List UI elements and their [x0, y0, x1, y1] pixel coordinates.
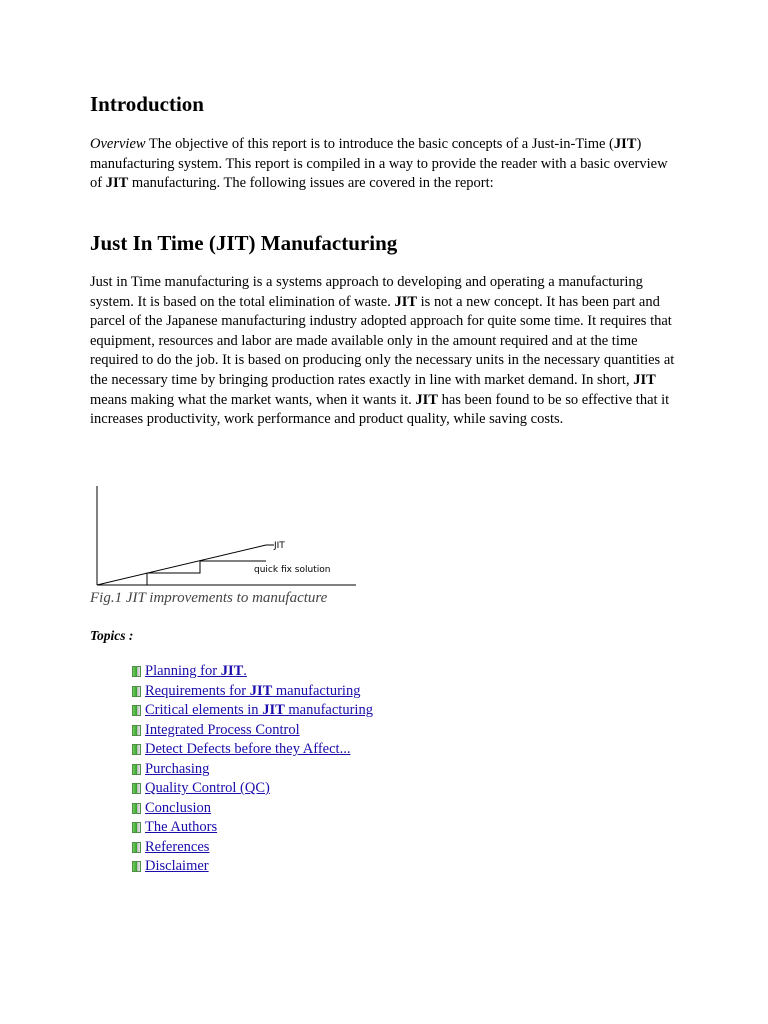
topic-item [132, 682, 373, 702]
intro-text-3: manufacturing. The following issues are covered in the report: [128, 175, 494, 192]
quick-fix-line-label: quick fix solution [254, 565, 331, 575]
topic-link-text: Requirements for [145, 682, 250, 699]
topic-item [132, 779, 373, 799]
topic-link-bold: JIT [249, 682, 273, 699]
jit-section-heading: Just In Time (JIT) Manufacturing [90, 231, 398, 255]
topic-link-text: Planning for [145, 663, 221, 679]
topic-link-text: Disclaimer [145, 858, 209, 874]
topic-link-suffix: manufacturing [284, 702, 373, 718]
topic-item [132, 740, 373, 760]
figure-drawing [90, 484, 360, 588]
intro-jit-2: JIT [105, 175, 129, 192]
intro-heading: Introduction [90, 92, 204, 116]
jit-text-2: is not a new concept. It has been part and parcel of the Japanese manufacturing industry adopted approach for quite some time. It requires that equipment, resources and labor are made available only in the amount required and at the time required to do the job. It is based on producing only the necessary units in the necessary quantities at the necessary time by bringing production rates exactly in line with market demand. In short, [90, 293, 675, 388]
bullet-icon [132, 705, 141, 716]
figure-caption: Fig.1 JIT improvements to manufacture [90, 590, 328, 606]
jit-text-3: means making what the market wants, when it wants it. [90, 391, 416, 408]
bullet-icon [132, 842, 141, 853]
overview-label: Overview [90, 136, 146, 152]
topic-link-bold: JIT [262, 702, 285, 718]
topic-link-text: The Authors [145, 819, 218, 835]
topic-link[interactable] [145, 701, 373, 721]
topic-link[interactable] [145, 682, 360, 702]
topic-link[interactable] [145, 662, 247, 682]
bullet-icon [132, 803, 141, 814]
topic-link-text: Quality Control (QC) [145, 780, 270, 796]
bullet-icon [132, 861, 141, 872]
topic-item [132, 799, 373, 819]
bullet-icon [132, 744, 141, 755]
intro-text-2: ) manufacturing system. This report is compiled in a way to provide the reader with a basic overview of [90, 136, 668, 192]
intro-text-1: The objective of this report is to introduce the basic concepts of a Just-in-Time ( [145, 136, 614, 152]
topic-item [132, 838, 373, 858]
topic-item [132, 701, 373, 721]
jit-text-4: has been found to be so effective that it increases productivity, work performance and product quality, while saving costs. [90, 391, 670, 428]
bullet-icon [132, 666, 141, 677]
topics-list [132, 662, 373, 877]
topic-item [132, 721, 373, 741]
topic-link[interactable] [145, 779, 270, 799]
bullet-icon [132, 725, 141, 736]
topic-link-text: References [145, 838, 210, 855]
intro-paragraph [90, 135, 682, 194]
jit-bold-3: JIT [415, 391, 438, 408]
jit-line-label: JIT [274, 541, 285, 551]
topic-item [132, 760, 373, 780]
topics-label: Topics : [90, 628, 134, 643]
topic-link[interactable] [145, 721, 300, 741]
topic-link-text: Detect Defects before they Affect... [145, 741, 351, 757]
bullet-icon [132, 822, 141, 833]
topic-link[interactable] [145, 818, 217, 838]
topic-link-suffix: . [243, 663, 247, 679]
topic-link-text: Integrated Process Control [145, 721, 300, 738]
topic-link-text: Critical elements in [145, 702, 263, 718]
topic-link-bold: JIT [220, 663, 244, 679]
topic-link[interactable] [145, 799, 211, 819]
jit-bold-1: JIT [394, 293, 418, 310]
topic-link-text: Conclusion [145, 799, 212, 816]
topic-item [132, 662, 373, 682]
topic-link-text: Purchasing [145, 760, 210, 777]
bullet-icon [132, 764, 141, 775]
jit-line [97, 545, 266, 585]
intro-jit-1: JIT [613, 136, 637, 152]
jit-text-1: Just in Time manufacturing is a systems approach to developing and operating a manufacturing system. It is based on the total elimination of waste. [90, 274, 643, 310]
topic-link[interactable] [145, 857, 209, 877]
jit-improvement-figure [90, 484, 360, 588]
bullet-icon [132, 783, 141, 794]
topic-link[interactable] [145, 760, 209, 780]
topic-item [132, 818, 373, 838]
topic-item [132, 857, 373, 877]
jit-section-paragraph [90, 273, 682, 430]
jit-bold-2: JIT [633, 371, 656, 388]
topic-link[interactable] [145, 740, 350, 760]
topic-link-suffix: manufacturing [272, 682, 361, 699]
topic-link[interactable] [145, 838, 209, 858]
bullet-icon [132, 686, 141, 697]
